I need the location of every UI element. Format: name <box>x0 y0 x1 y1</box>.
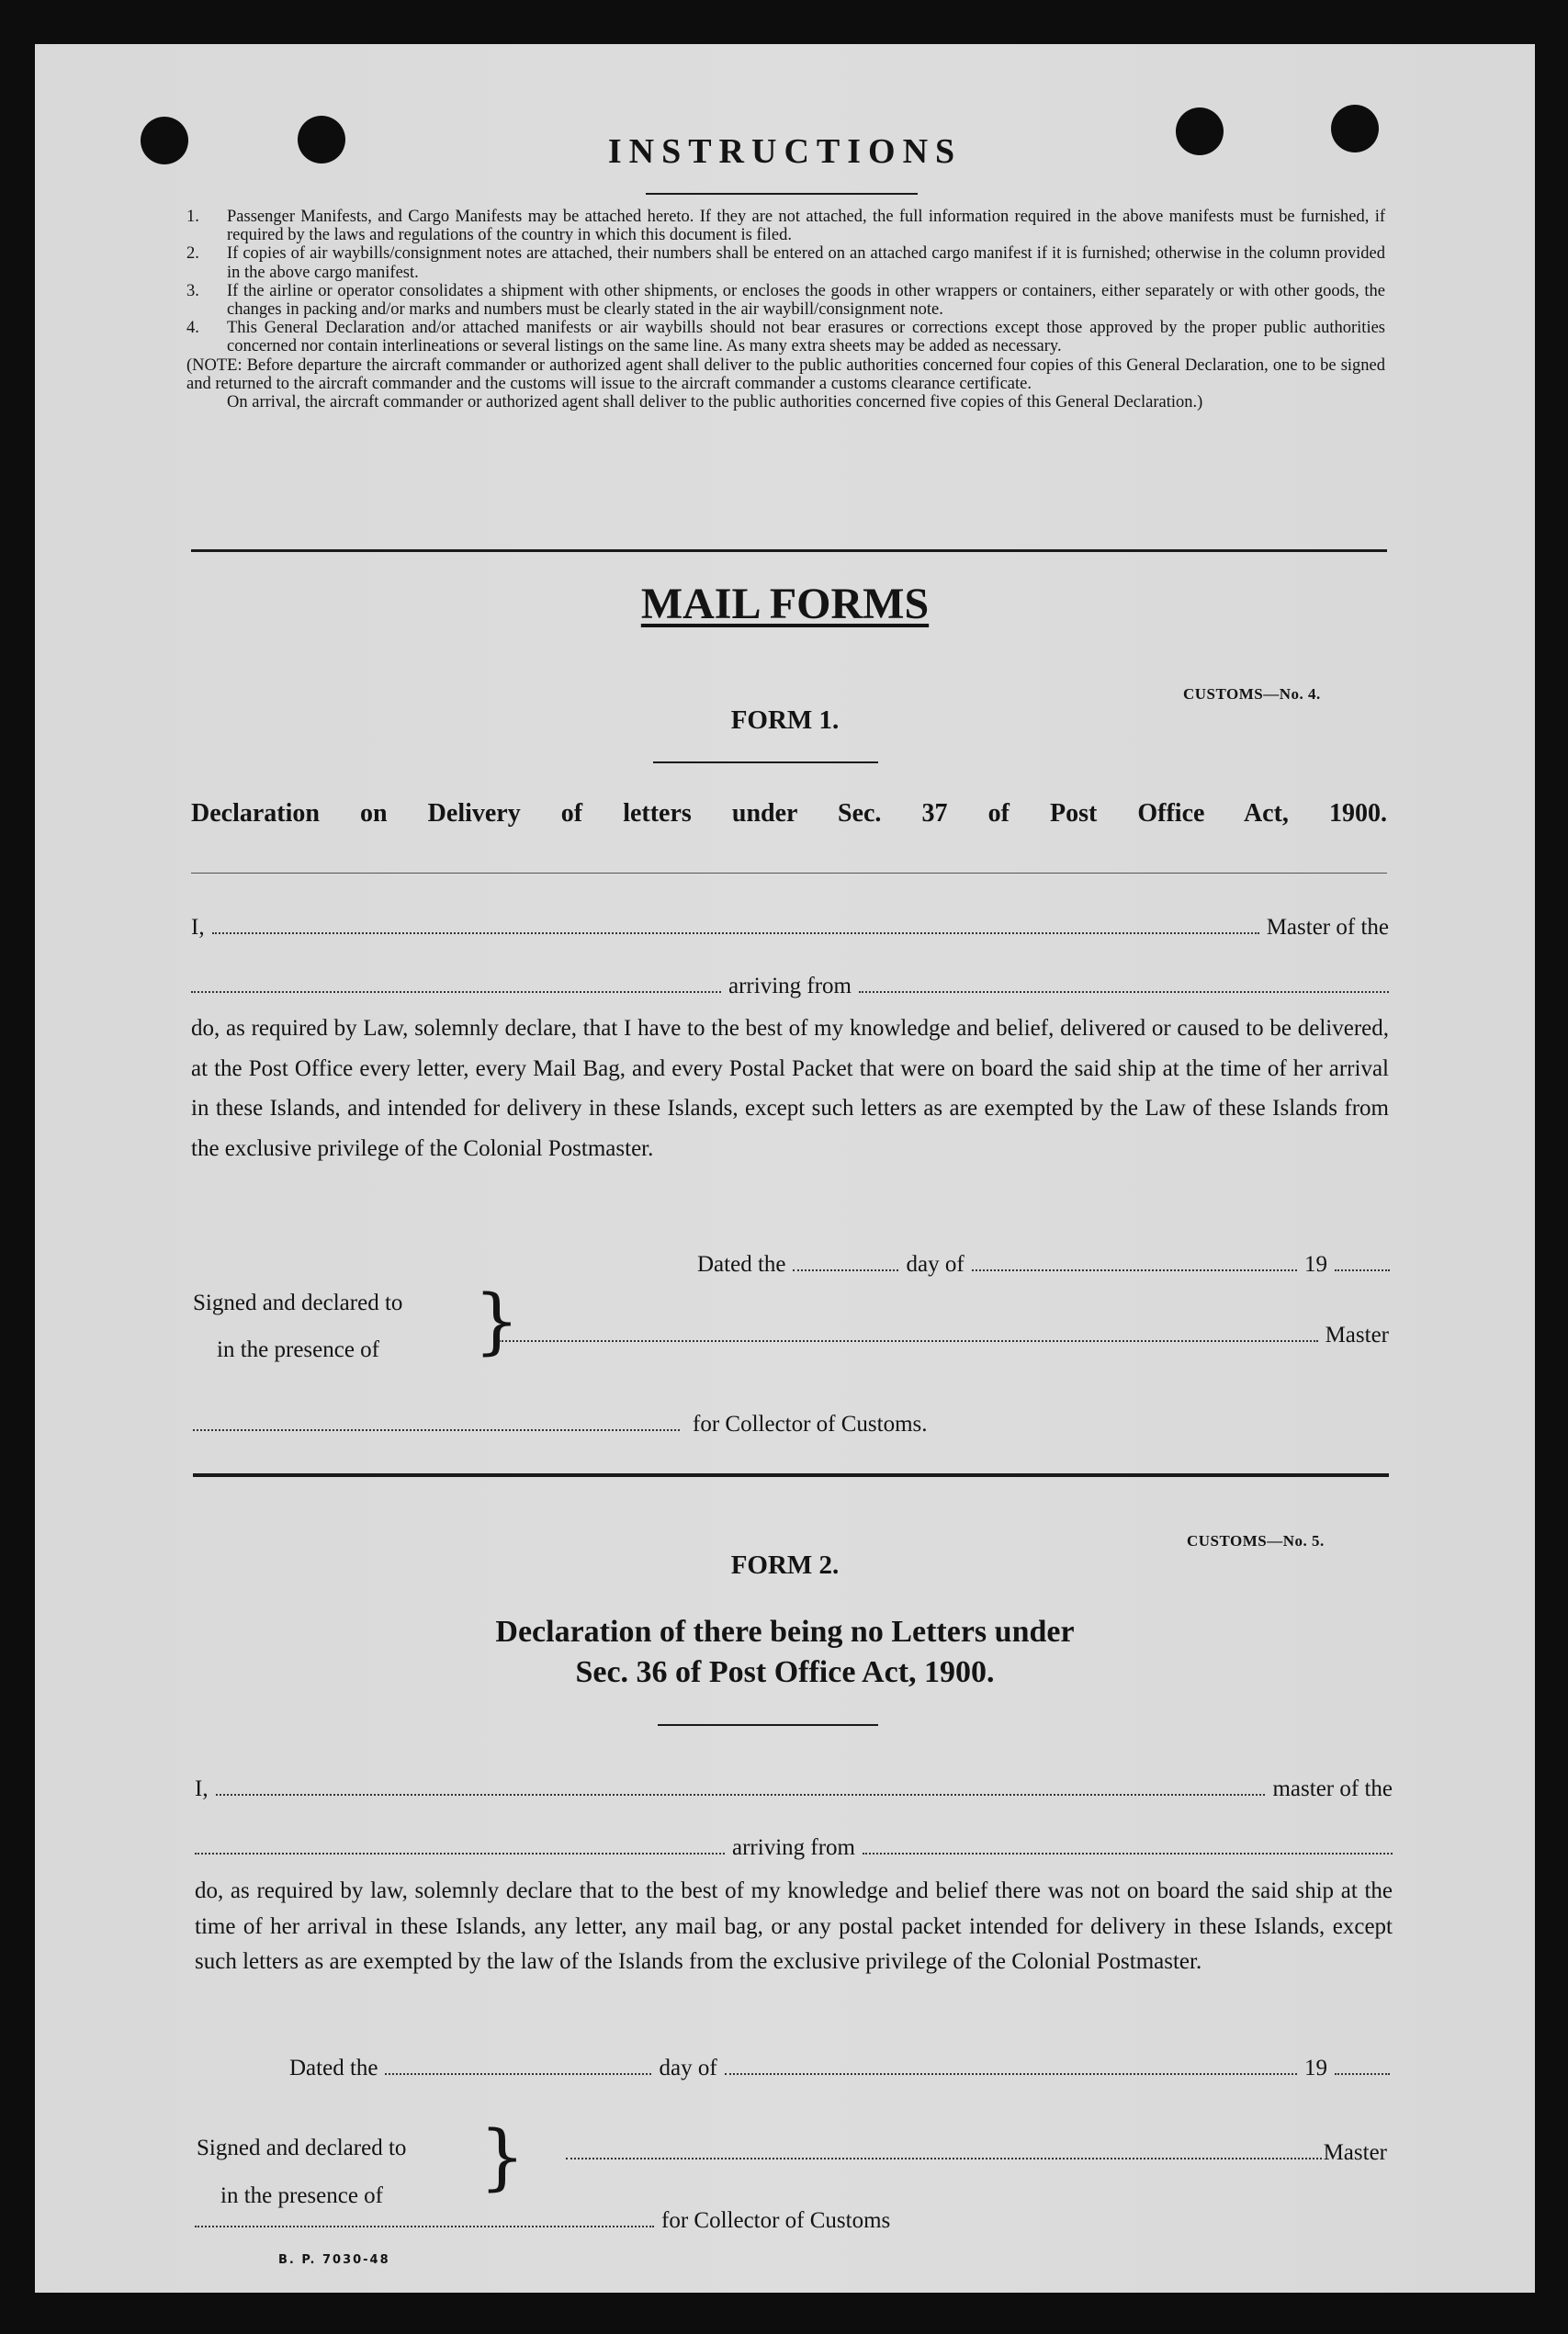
title-underline <box>646 193 918 195</box>
print-code: B. P. 7030-48 <box>278 2253 390 2267</box>
instruction-note-arrival: On arrival, the aircraft commander or authorized agent shall deliver to the public authorities concerned five copies of this General Declaration.) <box>227 393 1203 412</box>
form2-title: FORM 2. <box>730 1550 840 1580</box>
form1-title-underline <box>653 761 878 763</box>
form2-declaration-title: Declaration of there being no Letters under Sec. 36 of Post Office Act, 1900. <box>495 1615 1075 1689</box>
form1-title-rule <box>191 873 1387 874</box>
master-signature-field <box>566 2157 1322 2159</box>
master-signature-field <box>499 1339 1318 1342</box>
name-field <box>212 931 1259 934</box>
instruction-item: 1. Passenger Manifests, and Cargo Manifests may be attached hereto. If they are not attached, the full information required in the above manifests must be furnished, if required by the laws and regulations of the country in which this document is filed. <box>186 208 1385 245</box>
form2-collector-line: for Collector of Customs <box>195 2208 1021 2234</box>
form1-arriving-line: arriving from <box>191 974 1389 999</box>
instruction-item: 4. This General Declaration and/or attached manifests or air waybills should not bear erasures or corrections except those approved by the proper public authorities concerned nor contain interlineations or several listings on the same line. As many extra sheets may be added as necessary. <box>186 319 1385 356</box>
form1-title: FORM 1. <box>730 705 840 735</box>
collector-signature-field <box>193 1428 680 1431</box>
ship-field <box>195 1852 725 1855</box>
document-page <box>35 44 1535 2293</box>
collector-signature-field <box>195 2225 654 2227</box>
form1-collector-line: for Collector of Customs. <box>193 1412 1020 1438</box>
brace: } <box>474 1280 520 1363</box>
form1-declaration-body: do, as required by Law, solemnly declare, that I have to the best of my knowledge and belief, delivered or caused to be delivered, at the Post Office every letter, every Mail Bag, and every Postal Packet that were on board the said ship at the time of her arrival in these Islands, and intended for delivery in these Islands, except such letters as are exempted by the Law of these Islands from the exclusive privilege of the Colonial Postmaster. <box>191 1016 1389 1161</box>
origin-field <box>863 1852 1393 1855</box>
ship-field <box>191 990 721 993</box>
month-field <box>972 1268 1297 1271</box>
instruction-item: 2. If copies of air waybills/consignment notes are attached, their numbers shall be entered on an attached cargo manifest if it is furnished; otherwise in the column provided in the above cargo manifest. <box>186 244 1385 282</box>
form1-declaration-title: Declaration on Delivery of letters under Sec. 37 of Post Office Act, 1900. <box>191 799 1387 828</box>
section-divider <box>191 549 1387 552</box>
instructions-list <box>186 208 1385 412</box>
origin-field <box>859 990 1389 993</box>
form-divider <box>193 1473 1389 1477</box>
form2-title-underline <box>658 1724 878 1726</box>
customs-number: CUSTOMS—No. 5. <box>1187 1532 1325 1550</box>
day-field <box>385 2072 651 2075</box>
form2-master-line: I, master of the <box>195 1776 1393 1801</box>
form1-signed-label: Signed and declared to in the presence of <box>193 1291 403 1362</box>
month-field <box>725 2072 1297 2075</box>
form2-master-signature-line: Master <box>566 2140 1387 2166</box>
form2-dated-line: Dated the day of 19 <box>289 2056 1390 2081</box>
instructions-title: INSTRUCTIONS <box>607 132 963 171</box>
mail-forms-title: MAIL FORMS <box>640 580 930 628</box>
form1-dated-line: Dated the day of 19 <box>697 1252 1390 1278</box>
customs-number: CUSTOMS—No. 4. <box>1183 685 1321 703</box>
form2-signed-label: Signed and declared to in the presence of <box>197 2136 407 2208</box>
year-field <box>1335 2072 1390 2075</box>
instruction-note: (NOTE: Before departure the aircraft commander or authorized agent shall deliver to the public authorities concerned four copies of this General Declaration, one to be signed and returned to the aircraft commander and the customs will issue to the aircraft commander a customs clearance certificate. <box>186 355 1385 393</box>
form2-declaration-body: do, as required by law, solemnly declare that to the best of my knowledge and belief there was not on board the said ship at the time of her arrival in these Islands, any letter, any mail bag, or any postal packet intended for delivery in these Islands, except such letters as are exempted by the law of the Islands from the exclusive privilege of the Colonial Postmaster. <box>195 1878 1393 1974</box>
form2-arriving-line: arriving from <box>195 1835 1393 1861</box>
day-field <box>793 1268 898 1271</box>
name-field <box>216 1793 1266 1796</box>
form1-master-signature-line: Master <box>499 1323 1389 1348</box>
year-field <box>1335 1268 1390 1271</box>
brace: } <box>479 2116 525 2199</box>
form1-master-line: I, Master of the <box>191 915 1389 940</box>
instruction-item: 3. If the airline or operator consolidates a shipment with other shipments, or encloses the goods in other wrappers or containers, either separately or with other goods, the changes in packing and/or marks and numbers must be clearly stated in the air waybill/consignment note. <box>186 281 1385 320</box>
